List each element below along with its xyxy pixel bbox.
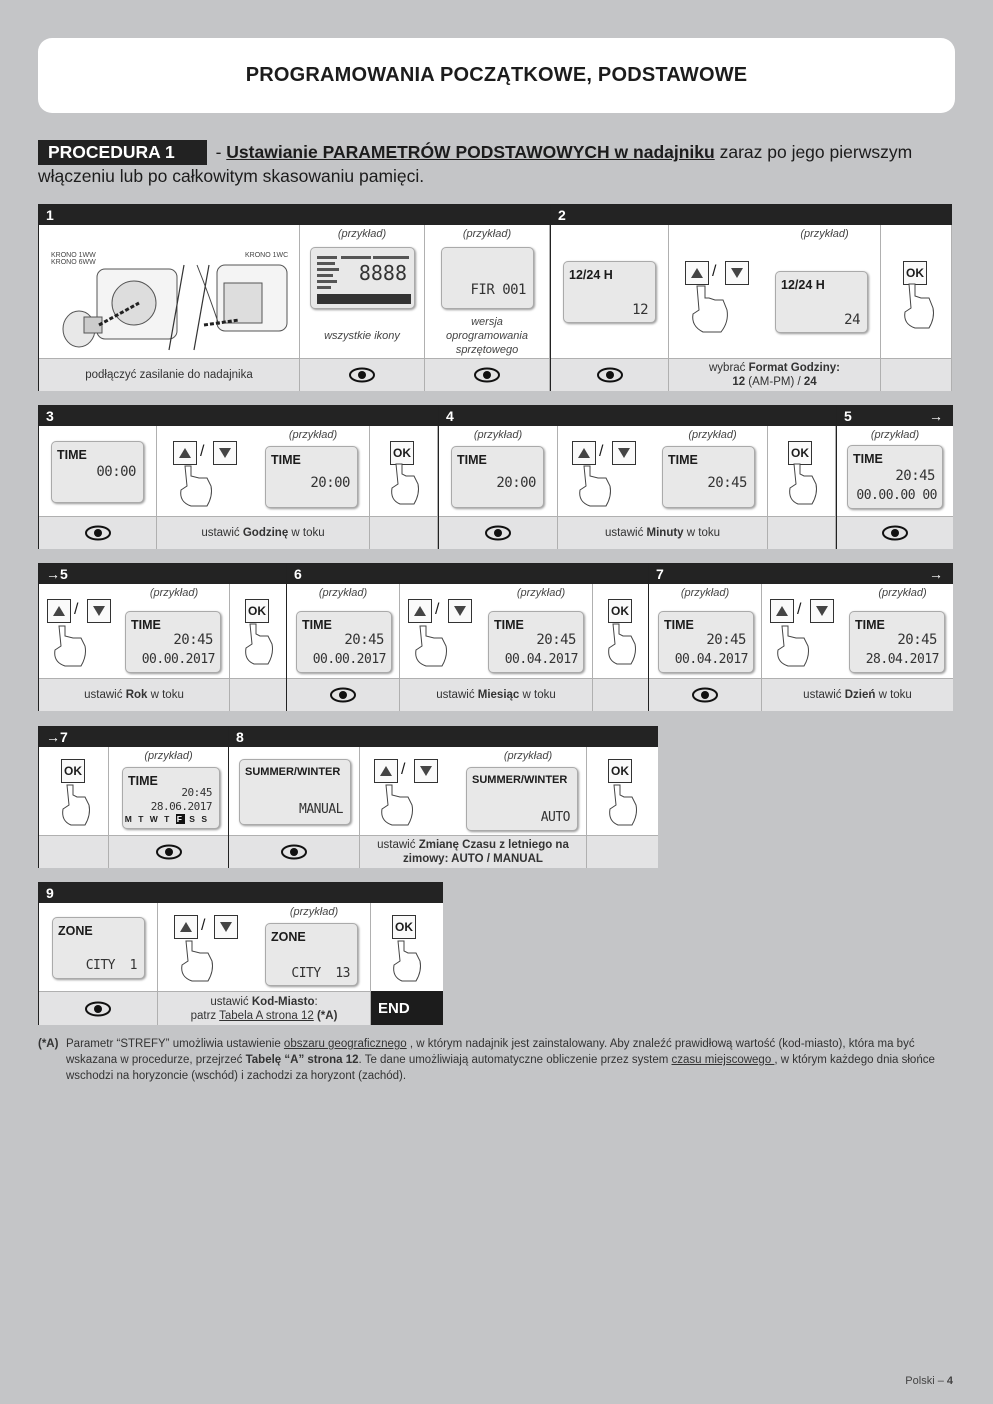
down-button[interactable] bbox=[214, 915, 238, 939]
slash-separator: / bbox=[201, 917, 206, 934]
lcd-value: 20:45 bbox=[897, 632, 937, 648]
ok-cell bbox=[230, 584, 286, 678]
device-left-label: KRONO 1WW KRONO 6WW bbox=[51, 252, 96, 266]
example-label: (przykład) bbox=[149, 587, 199, 599]
step-7-panel bbox=[648, 563, 953, 711]
eye-icon bbox=[84, 525, 112, 541]
eye-icon bbox=[596, 367, 624, 383]
step-number: 4 bbox=[446, 408, 454, 424]
eye-cell bbox=[287, 678, 400, 711]
up-button[interactable] bbox=[174, 915, 198, 939]
lcd-label: TIME bbox=[302, 618, 332, 632]
ok-button[interactable]: OK bbox=[788, 441, 812, 465]
lcd-label: TIME bbox=[271, 453, 301, 467]
all-icons-cell bbox=[300, 225, 425, 358]
weekday-selected: F bbox=[176, 814, 184, 824]
example-label: (przykład) bbox=[516, 587, 566, 599]
lcd-value: CITY 13 bbox=[291, 966, 350, 981]
instr-text: w toku bbox=[875, 689, 912, 701]
example-label: (przykład) bbox=[473, 429, 523, 441]
step-number: 2 bbox=[558, 207, 566, 223]
lcd-value: 12 bbox=[632, 302, 648, 318]
example-label: (przykład) bbox=[289, 906, 339, 918]
instr-bold: Minuty bbox=[646, 527, 684, 539]
instr-text: ustawić bbox=[201, 527, 243, 539]
down-arrow-icon bbox=[93, 606, 105, 616]
step-5-cont-header bbox=[39, 564, 286, 584]
hand-pointer-icon bbox=[386, 462, 426, 507]
hand-pointer-icon bbox=[603, 622, 643, 667]
step-2-header bbox=[551, 205, 952, 225]
firmware-lcd bbox=[441, 247, 534, 309]
svg-text:8888: 8888 bbox=[358, 261, 407, 285]
slash-separator: / bbox=[200, 443, 205, 460]
up-arrow-icon bbox=[578, 448, 590, 458]
hour-format-lcd-example bbox=[775, 271, 868, 333]
instr-text: w toku bbox=[519, 689, 556, 701]
instr-bold: Miesiąc bbox=[477, 689, 520, 701]
lcd-label: ZONE bbox=[58, 924, 93, 938]
eye-cell bbox=[229, 835, 360, 868]
down-arrow-icon bbox=[618, 448, 630, 458]
current-date-cell bbox=[649, 584, 762, 678]
empty-cell bbox=[881, 358, 952, 391]
lcd-value: 20:45 bbox=[895, 468, 935, 484]
weekday-lcd bbox=[122, 767, 220, 829]
eye-cell bbox=[109, 835, 228, 868]
lcd-label: TIME bbox=[128, 774, 158, 788]
up-button[interactable] bbox=[572, 441, 596, 465]
firmware-caption: wersja oprogramowania sprzętowego bbox=[446, 316, 528, 356]
step-3-instruction bbox=[157, 516, 370, 549]
empty-cell bbox=[370, 516, 438, 549]
lcd-label: TIME bbox=[494, 618, 524, 632]
hand-pointer-icon bbox=[784, 462, 824, 507]
eye-icon bbox=[348, 367, 376, 383]
lcd-label: ZONE bbox=[271, 930, 306, 944]
end-label: END bbox=[371, 991, 443, 1025]
slash-separator: / bbox=[599, 443, 604, 460]
ok-button[interactable]: OK bbox=[608, 599, 632, 623]
down-button[interactable] bbox=[612, 441, 636, 465]
instr-12: 12 bbox=[732, 376, 746, 388]
lcd-label: 12/24 H bbox=[569, 268, 613, 282]
lcd-value: MANUAL bbox=[299, 802, 343, 817]
hand-pointer-icon bbox=[772, 624, 822, 669]
firmware-value: FIR 001 bbox=[470, 282, 526, 298]
hand-pointer-icon bbox=[410, 624, 460, 669]
dst-set-cell bbox=[360, 747, 587, 835]
set-year-cell bbox=[39, 584, 230, 678]
page-footer bbox=[905, 1375, 953, 1387]
lcd-date: 00.00.00 00 bbox=[856, 488, 937, 503]
footnote-link[interactable]: czasu miejscowego bbox=[671, 1054, 775, 1066]
example-label: (przykład) bbox=[503, 750, 553, 762]
eye-cell bbox=[39, 991, 158, 1025]
example-label: (przykład) bbox=[680, 587, 730, 599]
step-number: 6 bbox=[294, 566, 302, 582]
down-button[interactable] bbox=[87, 599, 111, 623]
slash-separator: / bbox=[401, 761, 406, 778]
firmware-cell bbox=[425, 225, 550, 358]
weekday-text: M T W T bbox=[124, 814, 172, 824]
step-number: 8 bbox=[236, 729, 244, 745]
set-hour-cell bbox=[157, 426, 370, 516]
example-label: (przykład) bbox=[337, 228, 387, 240]
instr-bold: Format Godziny: bbox=[748, 362, 840, 374]
eye-cell bbox=[551, 358, 669, 391]
lcd-value: 00:00 bbox=[96, 464, 136, 480]
down-arrow-icon bbox=[420, 766, 432, 776]
step-5-cont-instruction bbox=[39, 678, 230, 711]
hand-pointer-icon bbox=[604, 783, 644, 828]
intro-heading: Ustawianie PARAMETRÓW PODSTAWOWYCH w nadajniku bbox=[226, 142, 715, 162]
footnote-bold: Tabelę “A” strona 12 bbox=[245, 1054, 359, 1066]
zone-lcd-example bbox=[265, 923, 358, 986]
lcd-label: TIME bbox=[855, 618, 885, 632]
procedure-badge: PROCEDURA 1 bbox=[38, 140, 207, 165]
current-date-cell bbox=[287, 584, 400, 678]
eye-cell bbox=[837, 516, 953, 549]
down-button[interactable] bbox=[810, 599, 834, 623]
lcd-value: 20:45 bbox=[344, 632, 384, 648]
hand-pointer-icon bbox=[240, 622, 280, 667]
time-lcd-example bbox=[265, 446, 358, 508]
date-lcd bbox=[847, 445, 943, 509]
date-lcd-example bbox=[849, 611, 945, 673]
lcd-value: 20:00 bbox=[496, 475, 536, 491]
eye-icon bbox=[881, 525, 909, 541]
eye-cell bbox=[300, 358, 425, 391]
weekday-cell bbox=[109, 747, 228, 835]
step-number: →7 bbox=[46, 729, 68, 745]
ok-button[interactable]: OK bbox=[608, 759, 632, 783]
zone-lcd bbox=[52, 917, 145, 979]
footnote-text: , w którym każdego dnia słońce wschodzi na horyzoncie (wschód) i zachodzi za horyzont (zachód). bbox=[66, 1054, 935, 1082]
instr-text: ustawić bbox=[377, 839, 419, 851]
date-lcd bbox=[296, 611, 392, 673]
up-button[interactable] bbox=[408, 599, 432, 623]
instr-text: patrz bbox=[190, 1009, 220, 1022]
instr-colon: : bbox=[314, 995, 318, 1008]
ok-cell bbox=[587, 747, 658, 835]
instr-text: ustawić bbox=[210, 995, 252, 1008]
ok-button[interactable]: OK bbox=[392, 915, 416, 939]
up-arrow-icon bbox=[380, 766, 392, 776]
instr-bold: Godzinę bbox=[242, 527, 289, 539]
zone-set-cell bbox=[158, 903, 371, 991]
step-number: 3 bbox=[46, 408, 54, 424]
step-1-instruction: podłączyć zasilanie do nadajnika bbox=[39, 358, 300, 391]
step-number: →5 bbox=[46, 566, 68, 582]
step-number: 9 bbox=[46, 885, 54, 901]
example-label: (przykład) bbox=[288, 429, 338, 441]
up-arrow-icon bbox=[691, 268, 703, 278]
step-4-instruction bbox=[558, 516, 768, 549]
eye-icon bbox=[84, 1001, 112, 1017]
instr-bold: Rok bbox=[125, 689, 148, 701]
hand-pointer-icon bbox=[176, 939, 226, 984]
eye-icon bbox=[691, 687, 719, 703]
intro-rest: zaraz po jego pierwszym włączeniu lub po całkowitym skasowaniu pamięci. bbox=[38, 142, 913, 186]
instr-bold: (*A) bbox=[313, 1009, 338, 1022]
example-label: (przykład) bbox=[800, 228, 849, 240]
example-label: (przykład) bbox=[318, 587, 368, 599]
table-a-link[interactable]: Tabela A strona 12 bbox=[219, 1009, 314, 1022]
ok-cell bbox=[768, 426, 836, 516]
device-right-label: KRONO 1WC bbox=[245, 252, 289, 259]
ok-button[interactable]: OK bbox=[390, 441, 414, 465]
date-lcd-example bbox=[488, 611, 584, 673]
down-arrow-icon bbox=[731, 268, 743, 278]
lcd-value: 20:45 bbox=[707, 475, 747, 491]
intro-text bbox=[38, 140, 955, 188]
down-arrow-icon bbox=[220, 922, 232, 932]
lcd-date: 00.00.2017 bbox=[312, 652, 386, 667]
step-8-header bbox=[229, 727, 658, 747]
ok-cell bbox=[370, 426, 438, 516]
hand-pointer-icon bbox=[388, 939, 428, 984]
instr-text: ustawić bbox=[604, 527, 647, 539]
slash-separator: / bbox=[797, 601, 802, 618]
step-9-instruction bbox=[158, 991, 371, 1025]
ok-button[interactable]: OK bbox=[245, 599, 269, 623]
lcd-date: 28.04.2017 bbox=[865, 652, 939, 667]
hand-pointer-icon bbox=[175, 464, 225, 509]
footnote-text: , w którym nadajnik jest zainstalowany. Aby znaleźć prawidłową wartość (kod-miasto), która ma być wskazana w procedurze, przejrzeć bbox=[66, 1038, 915, 1066]
dst-lcd-example bbox=[466, 767, 578, 831]
instr-text: w toku bbox=[288, 527, 325, 539]
step-6-instruction bbox=[400, 678, 593, 711]
page-title: PROGRAMOWANIA POCZĄTKOWE, PODSTAWOWE bbox=[245, 64, 748, 86]
step-5-panel bbox=[836, 405, 953, 549]
time-lcd-example bbox=[662, 446, 755, 508]
lcd-label: TIME bbox=[57, 448, 87, 462]
up-arrow-icon bbox=[180, 922, 192, 932]
lcd-date: 00.00.2017 bbox=[141, 652, 215, 667]
lcd-value: 24 bbox=[844, 312, 860, 328]
instr-text: ustawić bbox=[803, 689, 845, 701]
example-label: (przykład) bbox=[870, 429, 920, 441]
footnote bbox=[38, 1036, 955, 1084]
example-label: (przykład) bbox=[462, 228, 512, 240]
eye-cell bbox=[649, 678, 762, 711]
down-arrow-icon bbox=[816, 606, 828, 616]
intro-dash: - bbox=[210, 142, 227, 162]
step-2-panel bbox=[550, 204, 952, 391]
hand-pointer-icon bbox=[49, 624, 99, 669]
up-arrow-icon bbox=[179, 448, 191, 458]
down-arrow-icon bbox=[219, 448, 231, 458]
up-button[interactable] bbox=[47, 599, 71, 623]
step-1-header bbox=[39, 205, 550, 225]
lcd-label: TIME bbox=[457, 453, 487, 467]
step-7-cont-panel bbox=[38, 726, 228, 868]
down-button[interactable] bbox=[414, 759, 438, 783]
footnote-tag: (*A) bbox=[38, 1038, 59, 1050]
lcd-value: 20:45 bbox=[173, 632, 213, 648]
lcd-date: 00.04.2017 bbox=[674, 652, 748, 667]
weekday-row bbox=[125, 814, 209, 824]
set-minute-cell bbox=[558, 426, 768, 516]
hour-format-set bbox=[669, 225, 881, 358]
title-card bbox=[38, 38, 955, 113]
current-time-cell bbox=[439, 426, 558, 516]
weekday-text: S S bbox=[189, 814, 209, 824]
empty-cell bbox=[230, 678, 286, 711]
instr-24: 24 bbox=[803, 376, 817, 388]
step-9-header bbox=[39, 883, 443, 903]
page-number: 4 bbox=[946, 1375, 953, 1387]
instr-text: w toku bbox=[147, 689, 184, 701]
step-8-instruction bbox=[360, 835, 587, 868]
slash-separator: / bbox=[74, 601, 79, 618]
step-7-header bbox=[649, 564, 953, 584]
instr-bold: Zmianę Czasu z letniego na zimowy: AUTO / MANUAL bbox=[403, 839, 569, 865]
current-time-cell bbox=[39, 426, 157, 516]
hour-format-lcd bbox=[563, 261, 656, 323]
ok-cell bbox=[371, 903, 443, 991]
lcd-label: TIME bbox=[664, 618, 694, 632]
all-icons-caption: wszystkie ikony bbox=[324, 330, 400, 342]
down-button[interactable] bbox=[448, 599, 472, 623]
instr-text: ustawić bbox=[84, 689, 126, 701]
step-4-panel bbox=[438, 405, 836, 549]
eye-icon bbox=[484, 525, 512, 541]
lcd-label: TIME bbox=[668, 453, 698, 467]
eye-icon bbox=[473, 367, 501, 383]
zone-current-cell bbox=[39, 903, 158, 991]
instr-bold: Dzień bbox=[844, 689, 876, 701]
device-illustration bbox=[39, 225, 300, 358]
empty-cell bbox=[768, 516, 836, 549]
down-button[interactable] bbox=[213, 441, 237, 465]
up-arrow-icon bbox=[776, 606, 788, 616]
example-label: (przykład) bbox=[144, 750, 193, 762]
lcd-date: 28.06.2017 bbox=[150, 800, 212, 813]
time-lcd bbox=[51, 441, 144, 503]
lcd-value: CITY 1 bbox=[85, 958, 137, 973]
device-drawing bbox=[39, 225, 300, 358]
step-5-cont-panel bbox=[38, 563, 286, 711]
down-arrow-icon bbox=[454, 606, 466, 616]
step-number: 5 bbox=[844, 408, 852, 424]
up-arrow-icon bbox=[414, 606, 426, 616]
lcd-value: 20:45 bbox=[536, 632, 576, 648]
up-button[interactable] bbox=[173, 441, 197, 465]
footnote-text: Parametr “STREFY” umożliwia ustawienie bbox=[66, 1038, 284, 1050]
lcd-label: 12/24 H bbox=[781, 278, 825, 292]
lcd-value: 20:45 bbox=[706, 632, 746, 648]
ok-cell bbox=[593, 584, 648, 678]
step-6-header bbox=[287, 564, 648, 584]
step-8-panel bbox=[228, 726, 658, 868]
eye-cell bbox=[425, 358, 550, 391]
instr-text: ustawić bbox=[436, 689, 478, 701]
lcd-label: TIME bbox=[853, 452, 883, 466]
footer-lang: Polski – bbox=[905, 1375, 947, 1387]
lcd-value: AUTO bbox=[540, 810, 570, 825]
lcd-date: 00.04.2017 bbox=[504, 652, 578, 667]
continue-arrow: → bbox=[929, 566, 943, 582]
hand-pointer-icon bbox=[687, 280, 742, 335]
eye-icon bbox=[329, 687, 357, 703]
empty-cell bbox=[593, 678, 648, 711]
eye-cell bbox=[439, 516, 558, 549]
instr-mid: (AM-PM) / bbox=[745, 376, 804, 388]
eye-icon bbox=[155, 844, 183, 860]
lcd-label: SUMMER/WINTER bbox=[245, 766, 341, 778]
lcd-label: TIME bbox=[131, 618, 161, 632]
date-current-cell bbox=[837, 426, 953, 516]
lcd-value: 20:00 bbox=[310, 475, 350, 491]
ok-cell bbox=[39, 747, 109, 835]
hand-pointer-icon bbox=[574, 464, 624, 509]
step-6-panel bbox=[286, 563, 648, 711]
instr-bold: Kod-Miasto bbox=[251, 995, 315, 1008]
step-4-header bbox=[439, 406, 836, 426]
lcd-value: 20:45 bbox=[181, 786, 212, 799]
empty-cell bbox=[39, 835, 109, 868]
slash-separator: / bbox=[712, 263, 717, 280]
footnote-link[interactable]: obszaru geograficznego bbox=[283, 1038, 407, 1050]
step-2-instruction bbox=[669, 358, 881, 391]
step-5-header bbox=[837, 406, 953, 426]
all-icons-lcd bbox=[310, 247, 415, 309]
step-3-panel bbox=[38, 405, 438, 549]
instr-text: wybrać bbox=[709, 362, 749, 374]
date-lcd bbox=[125, 611, 221, 673]
step-9-panel bbox=[38, 882, 443, 1025]
time-lcd bbox=[451, 446, 544, 508]
set-day-cell bbox=[762, 584, 953, 678]
hand-pointer-icon bbox=[899, 280, 944, 330]
hour-format-current bbox=[551, 225, 669, 358]
eye-icon bbox=[280, 844, 308, 860]
ok-button[interactable]: OK bbox=[61, 759, 85, 783]
lcd-label: SUMMER/WINTER bbox=[472, 774, 568, 786]
continue-arrow: → bbox=[929, 408, 943, 424]
step-number: 1 bbox=[46, 207, 54, 223]
set-month-cell bbox=[400, 584, 593, 678]
instr-text: w toku bbox=[683, 527, 721, 539]
example-label: (przykład) bbox=[688, 429, 737, 441]
hand-pointer-icon bbox=[57, 783, 97, 828]
up-arrow-icon bbox=[53, 606, 65, 616]
slash-separator: / bbox=[435, 601, 440, 618]
dst-lcd bbox=[239, 759, 351, 825]
ok-cell bbox=[881, 225, 952, 358]
up-button[interactable] bbox=[770, 599, 794, 623]
step-7-cont-header bbox=[39, 727, 228, 747]
footnote-text: . Te dane umożliwiają automatyczne obliczenie przez system bbox=[358, 1054, 672, 1066]
up-button[interactable] bbox=[374, 759, 398, 783]
hand-pointer-icon bbox=[376, 783, 426, 828]
empty-cell bbox=[587, 835, 658, 868]
step-number: 7 bbox=[656, 566, 664, 582]
example-label: (przykład) bbox=[878, 587, 927, 599]
ok-button[interactable]: OK bbox=[903, 261, 927, 285]
step-1-panel bbox=[38, 204, 550, 391]
date-lcd bbox=[658, 611, 754, 673]
step-3-header bbox=[39, 406, 438, 426]
dst-current-cell bbox=[229, 747, 360, 835]
eye-cell bbox=[39, 516, 157, 549]
step-7-instruction bbox=[762, 678, 953, 711]
